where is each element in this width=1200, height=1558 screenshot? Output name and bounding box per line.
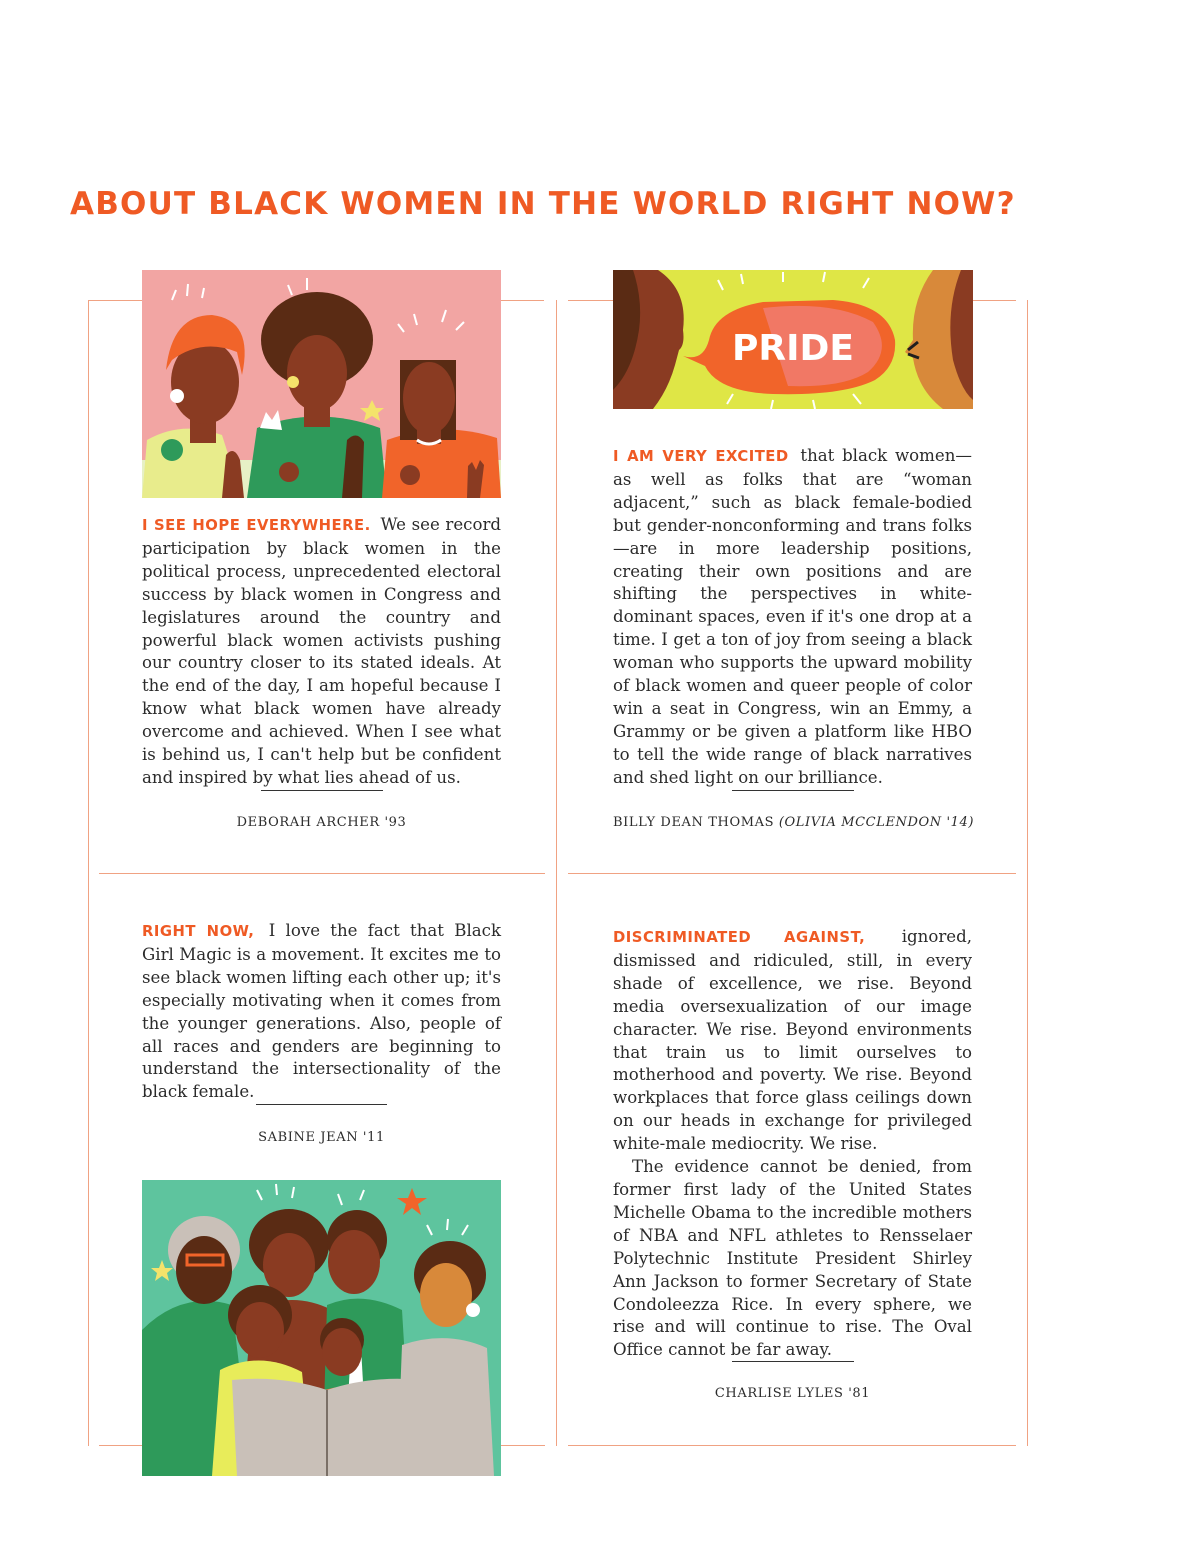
page-headline: ABOUT BLACK WOMEN IN THE WORLD RIGHT NOW? bbox=[70, 186, 1016, 222]
frame-rule-right bbox=[1027, 300, 1028, 1446]
entry-4-text bbox=[613, 926, 972, 1362]
entry-1-byline bbox=[142, 815, 501, 830]
entry-4-byline bbox=[613, 1386, 972, 1401]
pride-speech-illustration bbox=[613, 270, 973, 409]
entry-2-author-note: (OLIVIA MCCLENDON '14) bbox=[778, 815, 975, 830]
frame-rule-left bbox=[88, 300, 89, 1446]
pride-word: PRIDE bbox=[732, 328, 854, 369]
entry-3-body: I love the fact that Black Girl Magic is a movement. It excites me to see black women lifting each other up; it's especially motivating when it comes from the younger generations. Also, people of all races and genders are beginning to understand the intersectionality of the black female. bbox=[142, 921, 501, 1102]
entry-2-body: that black women—as well as folks that are “woman adjacent,” such as black female-bodied but gender-nonconforming and trans folks—are in more leadership positions, creating their own positions and are shifting the perspectives in white-dominant spaces, even if it's one drop at a time. I get a ton of joy from seeing a black woman who supports the upward mobility of black women and queer people of color win a seat in Congress, win an Emmy, a Grammy or be given a platform like HBO to tell the wide range of black narratives and shed light on our brilliance. bbox=[613, 446, 972, 787]
three-women-illustration bbox=[142, 270, 501, 498]
entry-3-divider bbox=[256, 1104, 387, 1105]
frame-rule-mid-left bbox=[99, 873, 545, 874]
entry-1-divider bbox=[261, 790, 383, 791]
frame-rule-bottom-right bbox=[568, 1445, 1016, 1446]
entry-3-author: SABINE JEAN '11 bbox=[258, 1130, 385, 1145]
entry-4-body-2: The evidence cannot be denied, from former first lady of the United States Michelle Obama to the incredible mothers of NBA and NFL athletes to Rensselaer Polytechnic Institute President Shirley Ann Jackson to former Secretary of State Condoleezza Rice. In every sphere, we rise and will continue to rise. The Oval Office cannot be far away. bbox=[613, 1157, 972, 1360]
entry-3-lead: RIGHT NOW, bbox=[142, 923, 255, 940]
entry-4-author: CHARLISE LYLES '81 bbox=[714, 1386, 871, 1401]
entry-3-text bbox=[142, 920, 501, 1104]
entry-2-author: BILLY DEAN THOMAS bbox=[613, 815, 775, 830]
entry-3-byline bbox=[142, 1130, 501, 1145]
frame-rule-mid-right bbox=[568, 873, 1016, 874]
frame-rule-center-a bbox=[556, 300, 557, 1446]
entry-1-text bbox=[142, 514, 501, 790]
family-reading-illustration bbox=[142, 1180, 501, 1476]
entry-4-lead: DISCRIMINATED AGAINST, bbox=[613, 929, 866, 946]
entry-2-text bbox=[613, 445, 972, 790]
entry-2-lead: I AM VERY EXCITED bbox=[613, 448, 789, 465]
entry-4-divider bbox=[732, 1361, 854, 1362]
entry-1-lead: I SEE HOPE EVERYWHERE. bbox=[142, 517, 371, 534]
entry-2-byline bbox=[613, 815, 975, 830]
entry-1-author: DEBORAH ARCHER '93 bbox=[236, 815, 407, 830]
entry-1-body: We see record participation by black women in the political process, unprecedented electoral success by black women in Congress and legislatures around the country and powerful black women activists pushing our country closer to its stated ideals. At the end of the day, I am hopeful because I know what black women have already overcome and achieved. When I see what is behind us, I can't help but be confident and inspired by what lies ahead of us. bbox=[142, 515, 502, 787]
entry-2-divider bbox=[732, 790, 854, 791]
entry-4-body: ignored, dismissed and ridiculed, still, in every shade of excellence, we rise. Beyond media oversexualization of our image character. We rise. Beyond environments that train us to limit ourselves to motherhood and poverty. We rise. Beyond workplaces that force glass ceilings down on our heads in exchange for privileged white-male mediocrity. We rise. bbox=[613, 927, 972, 1154]
